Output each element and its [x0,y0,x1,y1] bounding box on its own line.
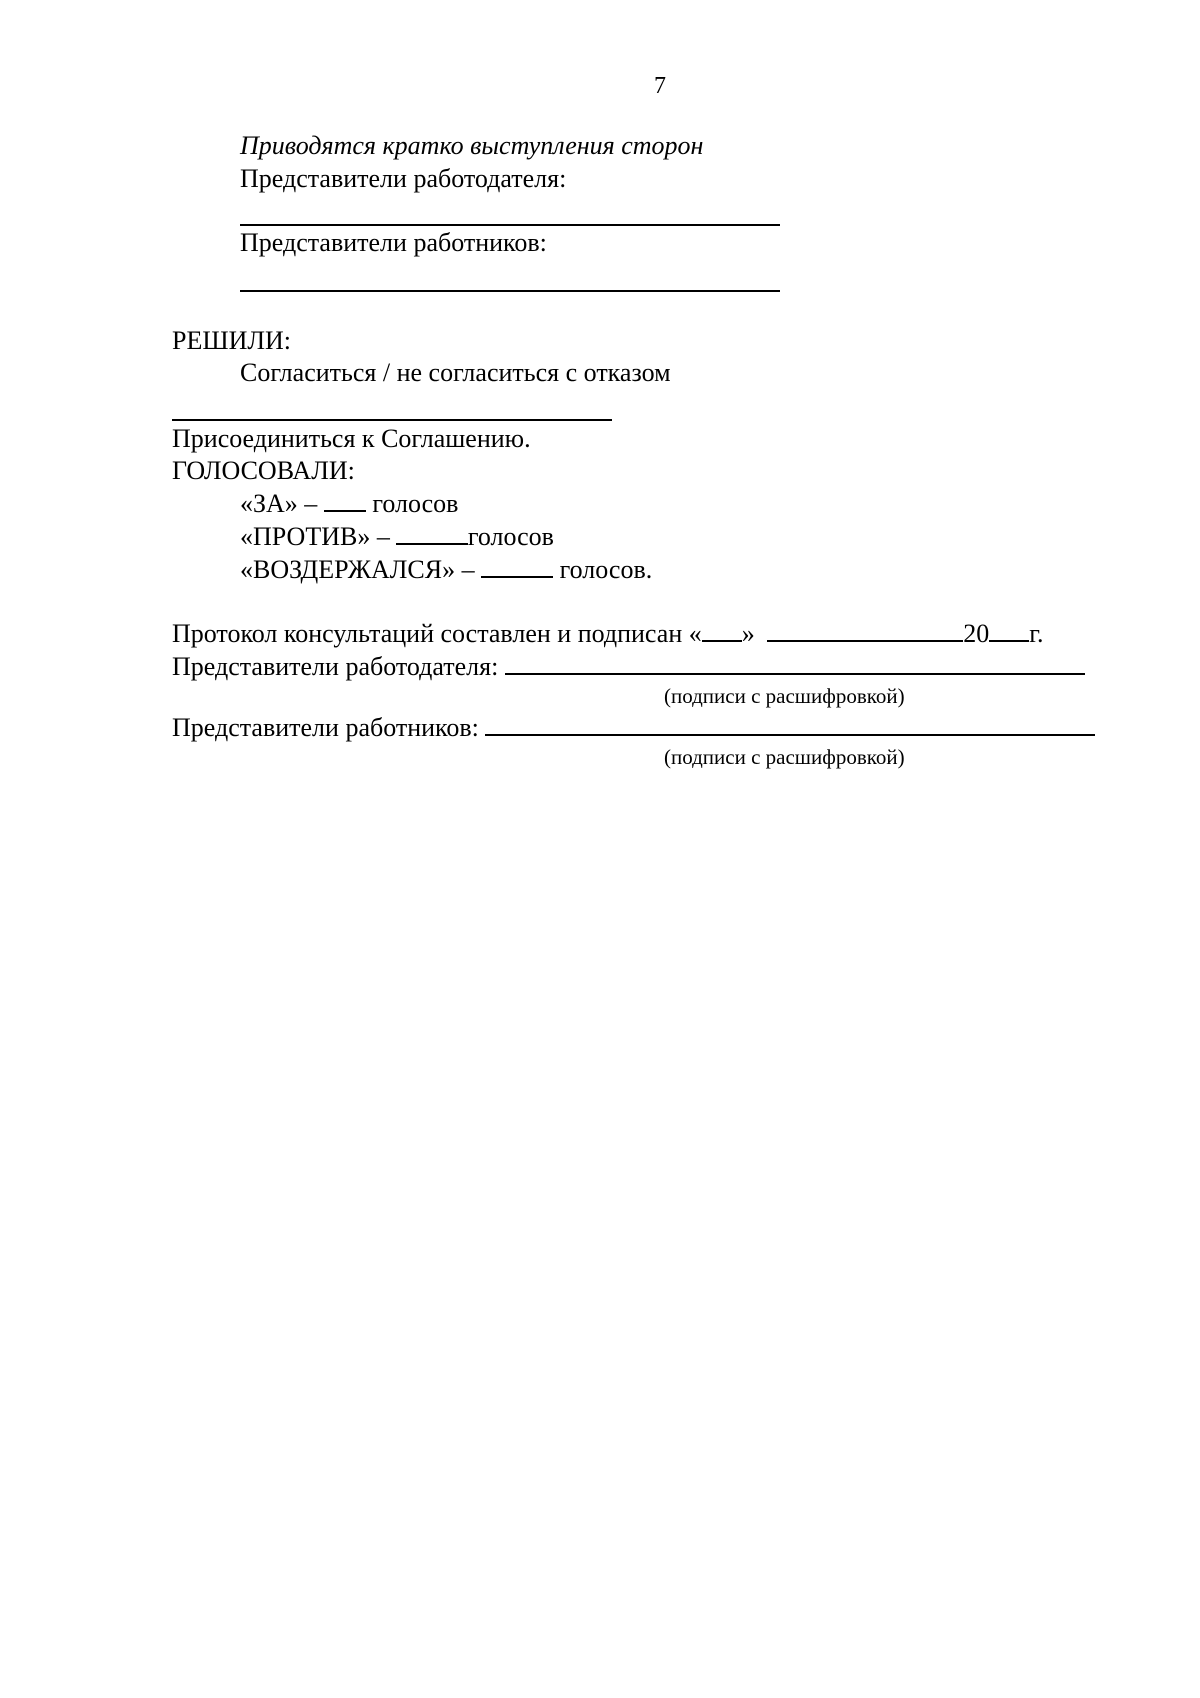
voting-abstain-blank[interactable] [481,554,553,578]
protocol-employees-signature-line[interactable] [485,712,1095,736]
protocol-year-blank[interactable] [989,618,1029,642]
protocol-year-suffix: г. [1029,619,1044,648]
voting-against-row [240,521,554,552]
voting-abstain-label: «ВОЗДЕРЖАЛСЯ» – [240,555,475,584]
protocol-employees-row [172,712,1095,743]
speeches-employer-label: Представители работодателя: [240,164,567,193]
protocol-quote-close: » [741,619,755,648]
voting-abstain-suffix: голосов. [559,555,653,584]
voting-abstain-row [240,554,652,585]
decision-agree-text: Согласиться / не согласиться с отказом [240,358,671,387]
protocol-employees-label: Представители работников: [172,713,479,742]
protocol-month-blank[interactable] [767,618,963,642]
voting-for-suffix: голосов [372,489,459,518]
protocol-day-blank[interactable] [702,618,742,642]
voting-heading: ГОЛОСОВАЛИ: [172,456,355,485]
speeches-heading: Приводятся кратко выступления сторон [240,131,704,160]
decision-heading: РЕШИЛИ: [172,326,291,355]
voting-for-blank[interactable] [324,488,366,512]
speeches-employer-line[interactable] [240,224,780,226]
voting-against-label: «ПРОТИВ» – [240,522,390,551]
speeches-employees-label: Представители работников: [240,228,547,257]
decision-refusal-line[interactable] [172,419,612,421]
voting-for-row [240,488,458,519]
voting-against-blank[interactable] [396,521,468,545]
protocol-employer-signature-line[interactable] [505,651,1085,675]
voting-against-suffix: голосов [467,522,554,551]
protocol-year-prefix: 20 [963,619,990,648]
decision-join-text: Присоединиться к Соглашению. [172,424,531,453]
protocol-employees-caption: (подписи с расшифровкой) [664,745,905,769]
page-number: 7 [654,73,666,99]
protocol-signed-row [172,618,1043,649]
protocol-employer-label: Представители работодателя: [172,652,499,681]
protocol-text-start: Протокол консультаций составлен и подписан « [172,619,702,648]
voting-for-label: «ЗА» – [240,489,318,518]
protocol-employer-row [172,651,1085,682]
protocol-employer-caption: (подписи с расшифровкой) [664,684,905,708]
speeches-employees-line[interactable] [240,290,780,292]
